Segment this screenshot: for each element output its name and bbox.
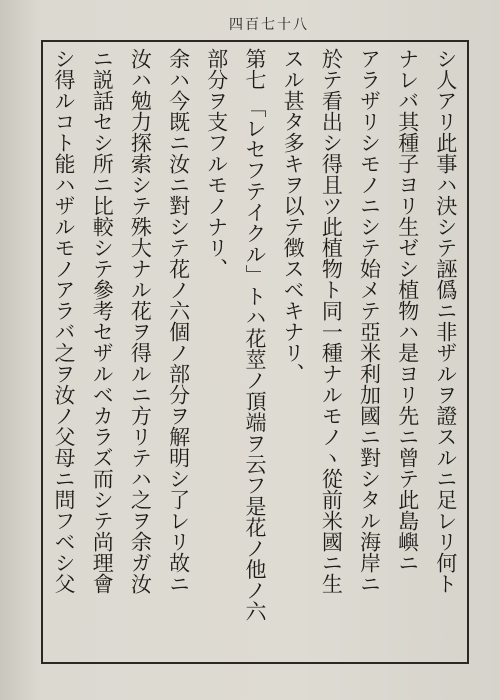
text-column: アラザリシモノニシテ始メテ亞米利加國ニ對シタル海岸ニ <box>357 48 382 594</box>
text-column: 部分ヲ支フルモノナリ、 <box>204 48 229 279</box>
text-column: シ得ルコト能ハザルモノアラバ之ヲ汝ノ父母ニ問フベシ父 <box>52 48 76 594</box>
text-column: シ人アリ此事ハ決シテ誣僞ニ非ザルヲ證スルニ足レリ何ト <box>433 48 458 594</box>
text-column: ナレバ其種子ヨリ生ゼシ植物ハ是ヨリ先ニ曾テ此島嶼ニ <box>395 48 420 573</box>
text-column: 於テ看出シ得且ツ此植物ト同一種ナルモノヽ從前米國ニ生 <box>319 48 344 594</box>
text-columns <box>49 48 461 656</box>
text-column: 汝ハ勉力探索シテ殊大ナル花ヲ得ルニ方リテハ之ヲ余ガ汝 <box>128 48 153 594</box>
text-column: スル甚タ多キヲ以テ徴スベキナリ、 <box>281 48 306 384</box>
text-column: 余ハ今既ニ汝ニ對シテ花ノ六個ノ部分ヲ解明シ了レリ故ニ <box>166 48 191 594</box>
text-column: 第七 「レセフテイクル」トハ花莖ノ頂端ヲ云フ是花ノ他ノ六 <box>242 48 267 622</box>
text-column: ニ説話セシ所ニ比較シテ參考セザルベカラズ而シテ尚理會 <box>90 48 115 594</box>
text-frame <box>41 40 469 664</box>
page-number: 四百七十八 <box>229 17 309 33</box>
